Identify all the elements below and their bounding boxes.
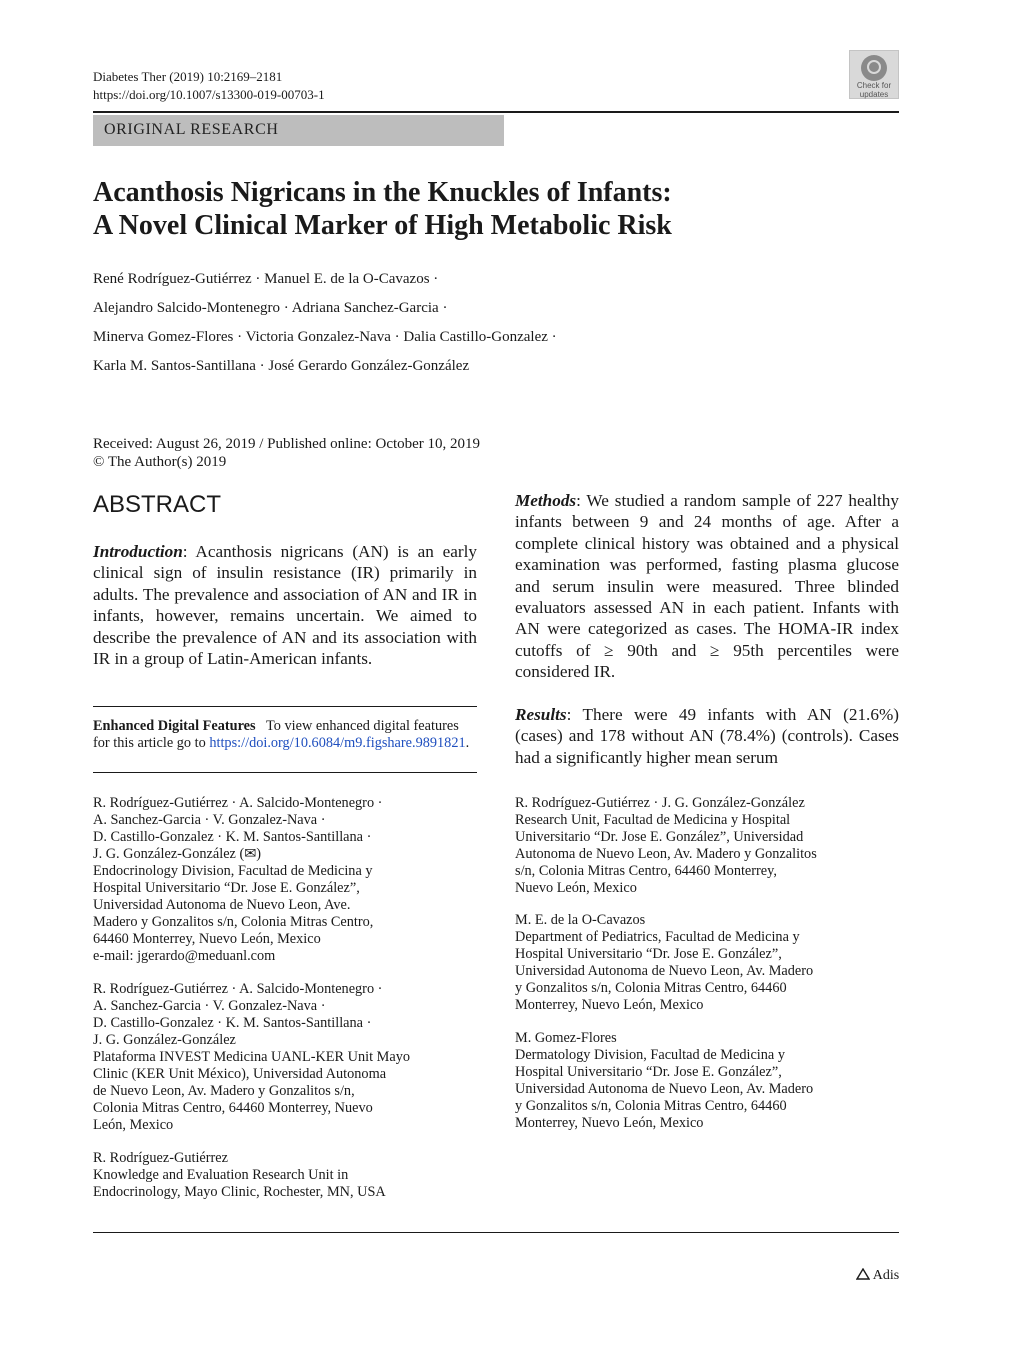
- affiliation-line: Department of Pediatrics, Facultad de Medicina y: [515, 929, 800, 945]
- check-label-2: updates: [859, 90, 889, 99]
- affiliation-line: Clinic (KER Unit México), Universidad Autonoma: [93, 1066, 387, 1082]
- header-rule: [93, 111, 899, 113]
- affiliation-names: A. Sanchez-Garcia · V. Gonzalez-Nava ·: [93, 812, 326, 828]
- affiliation-names: J. G. González-González: [93, 1032, 236, 1048]
- affiliation-block: [93, 795, 483, 965]
- affiliation-names: A. Sanchez-Garcia · V. Gonzalez-Nava ·: [93, 998, 326, 1014]
- affiliation-line: s/n, Colonia Mitras Centro, 64460 Monterrey,: [515, 863, 777, 879]
- copyright: © The Author(s) 2019: [93, 454, 227, 470]
- article-doi[interactable]: https://doi.org/10.1007/s13300-019-00703-1: [93, 87, 325, 102]
- affiliation-line: y Gonzalitos s/n, Colonia Mitras Centro, 64460: [515, 980, 787, 996]
- methods-text: : We studied a random sample of 227 healthy infants between 9 and 24 months of age. After a complete clinical history was obtained and a physical examination was performed, fasting plasma glucose and serum insulin were measured. Three blinded evaluators assessed AN in each patient. Infants with AN were categorized as cases. The HOMA-IR index cutoffs of ≥ 90th and ≥ 95th percentiles were considered IR.: [515, 491, 899, 682]
- journal-header: [93, 68, 325, 104]
- affiliation-line: Hospital Universitario “Dr. Jose E. González”,: [515, 1064, 782, 1080]
- enhanced-features-bottom-rule: [93, 772, 477, 773]
- journal-citation: Diabetes Ther (2019) 10:2169–2181: [93, 69, 283, 84]
- enhanced-digital-features: [93, 718, 477, 751]
- enhanced-features-end: .: [465, 734, 470, 751]
- triangle-logo-icon: [856, 1268, 870, 1280]
- introduction-text: : Acanthosis nigricans (AN) is an early clinical sign of insulin resistance (IR) primarily in adults. The prevalence and association of AN and IR in infants, however, remains uncertain. We aimed to describe the prevalence of AN and its association with IR in a group of Latin-American infants.: [93, 542, 477, 669]
- publisher-logo: [856, 1268, 899, 1284]
- affiliation-line: Hospital Universitario “Dr. Jose E. González”,: [515, 946, 782, 962]
- enhanced-features-text: To view enhanced digital features for this article go to: [93, 718, 459, 751]
- affiliation-line: Knowledge and Evaluation Research Unit in: [93, 1167, 349, 1183]
- affiliation-line: Autonoma de Nuevo Leon, Av. Madero y Gonzalitos: [515, 846, 817, 862]
- affiliation-line: 64460 Monterrey, Nuevo León, Mexico: [93, 931, 321, 947]
- affiliation-names: M. E. de la O-Cavazos: [515, 912, 646, 928]
- abstract-methods: [515, 490, 899, 683]
- affiliation-line: Monterrey, Nuevo León, Mexico: [515, 997, 704, 1013]
- author-line: René Rodríguez-Gutiérrez · Manuel E. de la O-Cavazos ·: [93, 271, 439, 287]
- affiliation-names: J. G. González-González (✉): [93, 846, 261, 862]
- affiliation-names: R. Rodríguez-Gutiérrez: [93, 1150, 228, 1166]
- affiliation-line: Monterrey, Nuevo León, Mexico: [515, 1115, 704, 1131]
- affiliation-line: Nuevo León, Mexico: [515, 880, 637, 896]
- check-label-1: Check for: [856, 81, 892, 90]
- affiliation-line: Endocrinology, Mayo Clinic, Rochester, MN, USA: [93, 1184, 386, 1200]
- affiliation-names: M. Gomez-Flores: [515, 1030, 617, 1046]
- affiliation-block: [515, 912, 905, 1014]
- footer-rule: [93, 1232, 899, 1233]
- affiliation-line: Universidad Autonoma de Nuevo Leon, Av. Madero: [515, 1081, 814, 1097]
- affiliation-names: R. Rodríguez-Gutiérrez · A. Salcido-Montenegro ·: [93, 795, 383, 811]
- affiliation-names: R. Rodríguez-Gutiérrez · A. Salcido-Montenegro ·: [93, 981, 383, 997]
- author-line: Alejandro Salcido-Montenegro · Adriana Sanchez-Garcia ·: [93, 300, 448, 316]
- affiliation-line: Universitario “Dr. Jose E. González”, Universidad: [515, 829, 804, 845]
- received-published: Received: August 26, 2019 / Published online: October 10, 2019: [93, 436, 481, 452]
- affiliation-line: Madero y Gonzalitos s/n, Colonia Mitras Centro,: [93, 914, 374, 930]
- check-for-updates-badge[interactable]: [849, 50, 899, 99]
- affiliation-block: [515, 1030, 905, 1132]
- article-type-banner: [93, 115, 504, 146]
- enhanced-features-top-rule: [93, 706, 477, 707]
- author-line: Karla M. Santos-Santillana · José Gerardo González-González: [93, 358, 470, 374]
- abstract-heading: ABSTRACT: [93, 491, 222, 518]
- title-line-2: A Novel Clinical Marker of High Metabolic Risk: [93, 210, 672, 241]
- publication-dates: [93, 435, 480, 471]
- enhanced-features-title: Enhanced Digital Features: [93, 718, 256, 734]
- affiliation-line: de Nuevo Leon, Av. Madero y Gonzalitos s/n,: [93, 1083, 355, 1099]
- methods-label: Methods: [515, 491, 577, 510]
- article-title: [93, 176, 913, 242]
- author-list: [93, 265, 853, 381]
- affiliation-names: D. Castillo-Gonzalez · K. M. Santos-Santillana ·: [93, 829, 372, 845]
- abstract-introduction: [93, 541, 477, 669]
- affiliation-line: Colonia Mitras Centro, 64460 Monterrey, Nuevo: [93, 1100, 373, 1116]
- figshare-link[interactable]: https://doi.org/10.6084/m9.figshare.9891821: [209, 734, 466, 751]
- affiliation-block: [515, 795, 905, 897]
- affiliation-line: Research Unit, Facultad de Medicina y Hospital: [515, 812, 791, 828]
- affiliation-names: D. Castillo-Gonzalez · K. M. Santos-Santillana ·: [93, 1015, 372, 1031]
- title-line-1: Acanthosis Nigricans in the Knuckles of Infants:: [93, 177, 672, 208]
- contact-email[interactable]: e-mail: jgerardo@meduanl.com: [93, 948, 276, 964]
- affiliation-line: León, Mexico: [93, 1117, 174, 1133]
- affiliation-names: R. Rodríguez-Gutiérrez · J. G. González-González: [515, 795, 805, 811]
- author-line: Minerva Gomez-Flores · Victoria Gonzalez-Nava · Dalia Castillo-Gonzalez ·: [93, 329, 557, 345]
- article-type: ORIGINAL RESEARCH: [104, 121, 279, 138]
- introduction-label: Introduction: [93, 542, 183, 561]
- affiliation-line: Dermatology Division, Facultad de Medicina y: [515, 1047, 785, 1063]
- affiliation-line: Endocrinology Division, Facultad de Medicina y: [93, 863, 373, 879]
- affiliation-line: Hospital Universitario “Dr. Jose E. González”,: [93, 880, 360, 896]
- abstract-results: [515, 704, 899, 768]
- affiliation-block: [93, 1150, 483, 1201]
- publisher-name: Adis: [872, 1268, 900, 1283]
- crossmark-icon: [861, 55, 887, 81]
- affiliation-block: [93, 981, 483, 1134]
- affiliation-line: y Gonzalitos s/n, Colonia Mitras Centro, 64460: [515, 1098, 787, 1114]
- affiliation-line: Universidad Autonoma de Nuevo Leon, Av. Madero: [515, 963, 814, 979]
- results-text: : There were 49 infants with AN (21.6%) (cases) and 178 without AN (78.4%) (controls). Cases had a significantly higher mean serum: [515, 705, 899, 767]
- results-label: Results: [515, 705, 567, 724]
- affiliation-line: Universidad Autonoma de Nuevo Leon, Ave.: [93, 897, 351, 913]
- affiliation-line: Plataforma INVEST Medicina UANL-KER Unit Mayo: [93, 1049, 410, 1065]
